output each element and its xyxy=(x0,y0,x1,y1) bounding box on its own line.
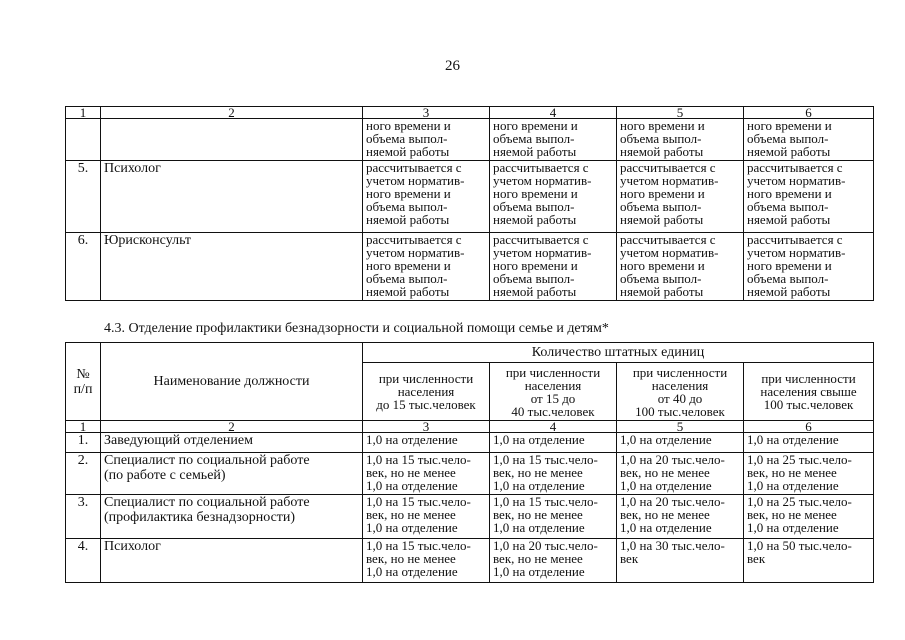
staff-count-cell: 1,0 на 25 тыс.чело- век, но не менее 1,0 на отделение xyxy=(744,495,874,539)
row-number: 3. xyxy=(66,495,101,539)
position-name: Психолог xyxy=(101,161,363,233)
column-subheader: при численности населения от 40 до 100 тыс.человек xyxy=(617,363,744,421)
staff-count-cell: рассчитывается с учетом норматив- ного времени и объема выпол- няемой работы xyxy=(490,161,617,233)
column-number: 4 xyxy=(490,421,617,433)
staff-count-cell: 1,0 на 15 тыс.чело- век, но не менее 1,0 на отделение xyxy=(363,495,490,539)
staff-count-cell: 1,0 на 20 тыс.чело- век, но не менее 1,0 на отделение xyxy=(617,453,744,495)
table-row xyxy=(66,233,874,301)
staff-count-cell: 1,0 на 20 тыс.чело- век, но не менее 1,0 на отделение xyxy=(490,539,617,583)
staff-count-cell: рассчитывается с учетом норматив- ного времени и объема выпол- няемой работы xyxy=(744,161,874,233)
staff-count-cell: рассчитывается с учетом норматив- ного времени и объема выпол- няемой работы xyxy=(617,233,744,301)
table-row xyxy=(66,433,874,453)
column-number: 1 xyxy=(66,107,101,119)
row-number: 6. xyxy=(66,233,101,301)
staff-count-cell: ного времени и объема выпол- няемой работы xyxy=(490,119,617,161)
column-number: 3 xyxy=(363,107,490,119)
staff-count-cell: рассчитывается с учетом норматив- ного времени и объема выпол- няемой работы xyxy=(490,233,617,301)
column-number-row xyxy=(66,421,874,433)
row-number: 4. xyxy=(66,539,101,583)
staff-table xyxy=(65,342,874,583)
column-number: 6 xyxy=(744,107,874,119)
table-row xyxy=(66,453,874,495)
section-title: 4.3. Отделение профилактики безнадзорности и социальной помощи семье и детям* xyxy=(104,321,609,336)
column-number: 5 xyxy=(617,421,744,433)
row-number: 2. xyxy=(66,453,101,495)
row-number: 1. xyxy=(66,433,101,453)
staff-count-cell: рассчитывается с учетом норматив- ного времени и объема выпол- няемой работы xyxy=(744,233,874,301)
page-number: 26 xyxy=(445,58,460,74)
staff-count-cell: 1,0 на 30 тыс.чело- век xyxy=(617,539,744,583)
staff-count-cell: 1,0 на 15 тыс.чело- век, но не менее 1,0 на отделение xyxy=(363,453,490,495)
row-number: 5. xyxy=(66,161,101,233)
table-row xyxy=(66,161,874,233)
staff-count-cell: 1,0 на отделение xyxy=(617,433,744,453)
column-number: 5 xyxy=(617,107,744,119)
table-header-row xyxy=(66,343,874,363)
position-name: Психолог xyxy=(101,539,363,583)
position-name: Заведующий отделением xyxy=(101,433,363,453)
table-row xyxy=(66,495,874,539)
column-header-name: Наименование должности xyxy=(101,343,363,421)
staff-count-cell: 1,0 на 50 тыс.чело- век xyxy=(744,539,874,583)
staff-count-cell: 1,0 на 15 тыс.чело- век, но не менее 1,0 на отделение xyxy=(490,453,617,495)
column-number-row xyxy=(66,107,874,119)
column-header-number: № п/п xyxy=(66,343,101,421)
staff-count-cell: рассчитывается с учетом норматив- ного времени и объема выпол- няемой работы xyxy=(363,233,490,301)
position-name: Юрисконсульт xyxy=(101,233,363,301)
column-number: 4 xyxy=(490,107,617,119)
row-number xyxy=(66,119,101,161)
staff-count-cell: 1,0 на 15 тыс.чело- век, но не менее 1,0 на отделение xyxy=(363,539,490,583)
column-number: 6 xyxy=(744,421,874,433)
column-subheader: при численности населения свыше 100 тыс.человек xyxy=(744,363,874,421)
table-row xyxy=(66,539,874,583)
column-number: 1 xyxy=(66,421,101,433)
staff-count-cell: 1,0 на 20 тыс.чело- век, но не менее 1,0 на отделение xyxy=(617,495,744,539)
position-name: Специалист по социальной работе (по работе с семьей) xyxy=(101,453,363,495)
staff-count-cell: 1,0 на 15 тыс.чело- век, но не менее 1,0 на отделение xyxy=(490,495,617,539)
staff-count-cell: ного времени и объема выпол- няемой работы xyxy=(363,119,490,161)
table-row xyxy=(66,119,874,161)
column-number: 2 xyxy=(101,421,363,433)
staff-count-cell: 1,0 на отделение xyxy=(490,433,617,453)
column-number: 3 xyxy=(363,421,490,433)
column-group-header: Количество штатных единиц xyxy=(363,343,874,363)
column-subheader: при численности населения до 15 тыс.человек xyxy=(363,363,490,421)
staff-table-continued xyxy=(65,106,874,301)
staff-count-cell: рассчитывается с учетом норматив- ного времени и объема выпол- няемой работы xyxy=(617,161,744,233)
staff-count-cell: ного времени и объема выпол- няемой работы xyxy=(617,119,744,161)
column-number: 2 xyxy=(101,107,363,119)
staff-count-cell: ного времени и объема выпол- няемой работы xyxy=(744,119,874,161)
position-name: Специалист по социальной работе (профилактика безнадзорности) xyxy=(101,495,363,539)
staff-count-cell: 1,0 на отделение xyxy=(744,433,874,453)
staff-count-cell: 1,0 на 25 тыс.чело- век, но не менее 1,0 на отделение xyxy=(744,453,874,495)
column-subheader: при численности населения от 15 до 40 тыс.человек xyxy=(490,363,617,421)
staff-count-cell: рассчитывается с учетом норматив- ного времени и объема выпол- няемой работы xyxy=(363,161,490,233)
staff-count-cell: 1,0 на отделение xyxy=(363,433,490,453)
position-name xyxy=(101,119,363,161)
